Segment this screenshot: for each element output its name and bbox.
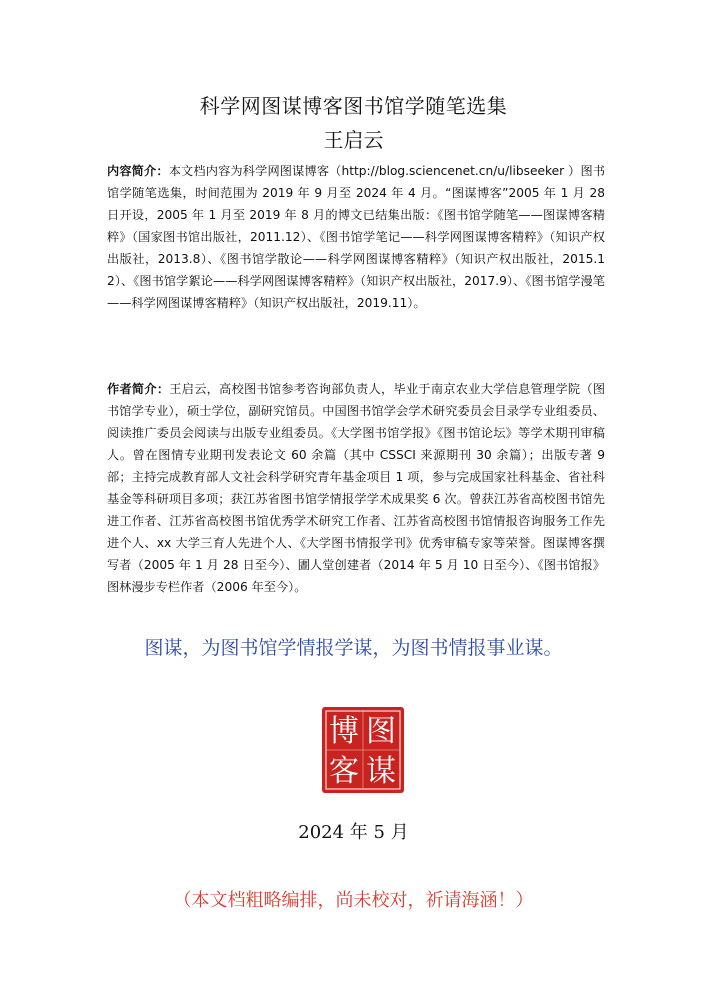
bio-text: 王启云，高校图书馆参考咨询部负责人，毕业于南京农业大学信息管理学院（图书馆学专业），硕士学位，副研究馆员。中国图书馆学会学术研究委员会目录学专业组委员、阅读推广委员会阅读与出版专业组委员。《大学图书馆学报》《图书馆论坛》等学术期刊审稿人。曾在图情专业期刊发表论文 60 余篇（其中 CSSCI 来源期刊 30 余篇）；出版专著 9 部；主持完成教育部人文社会科学研究青年基金项目 1 项，参与完成国家社科基金、省社科基金等科研项目多项；获江苏省图书馆学情报学学术成果奖 6 次。曾获江苏省高校图书馆先进工作者、江苏省高校图书馆优秀学术研究工作者、江苏省高校图书馆情报咨询服务工作先进个人、xx 大学三育人先进个人、《大学图书情报学刊》优秀审稿专家等荣誉。图谋博客撰写者（2005 年 1 月 28 日至今）、圕人堂创建者（2014 年 5 月 10 日至今）、《图书馆报》图林漫步专栏作者（2006 年至今）。 — [107, 382, 606, 594]
svg-text:图: 图 — [366, 714, 396, 749]
editorial-note: （本文档粗略编排，尚未校对，祈请海涵！） — [173, 890, 534, 911]
date-line: 2024 年 5 月 — [298, 822, 409, 843]
bio-paragraph — [107, 378, 605, 598]
bio-label: 作者简介： — [107, 382, 170, 396]
author-name: 王启云 — [323, 128, 384, 152]
document-title: 科学网图谋博客图书馆学随笔选集 — [199, 94, 508, 118]
svg-text:博: 博 — [329, 714, 359, 749]
svg-text:谋: 谋 — [366, 754, 396, 789]
intro-text: 本文档内容为科学网图谋博客（http://blog.sciencenet.cn/u/libseeker ）图书馆学随笔选集，时间范围为 2019 年 9 月至 2024 年 4 月。“图谋博客”2005 年 1 月 28 日开设，2005 年 1 月至 2019 年 8 月的博文已结集出版：《图书馆学随笔——图谋博客精粹》（国家图书馆出版社，2011.12）、《图书馆学笔记——科学网图谋博客精粹》（知识产权出版社，2013.8）、《图书馆学散论——科学网图谋博客精粹》（知识产权出版社，2015.12）、《图书馆学絮论——科学网图谋博客精粹》（知识产权出版社，2017.9）、《图书馆学漫笔——科学网图谋博客精粹》（知识产权出版社，2019.11）。 — [107, 164, 606, 310]
svg-text:客: 客 — [329, 754, 359, 789]
seal-stamp-icon — [320, 705, 406, 795]
intro-paragraph — [107, 160, 605, 314]
intro-label: 内容简介： — [107, 164, 169, 178]
motto: 图谋，为图书馆学情报学谋，为图书情报事业谋。 — [144, 637, 563, 659]
